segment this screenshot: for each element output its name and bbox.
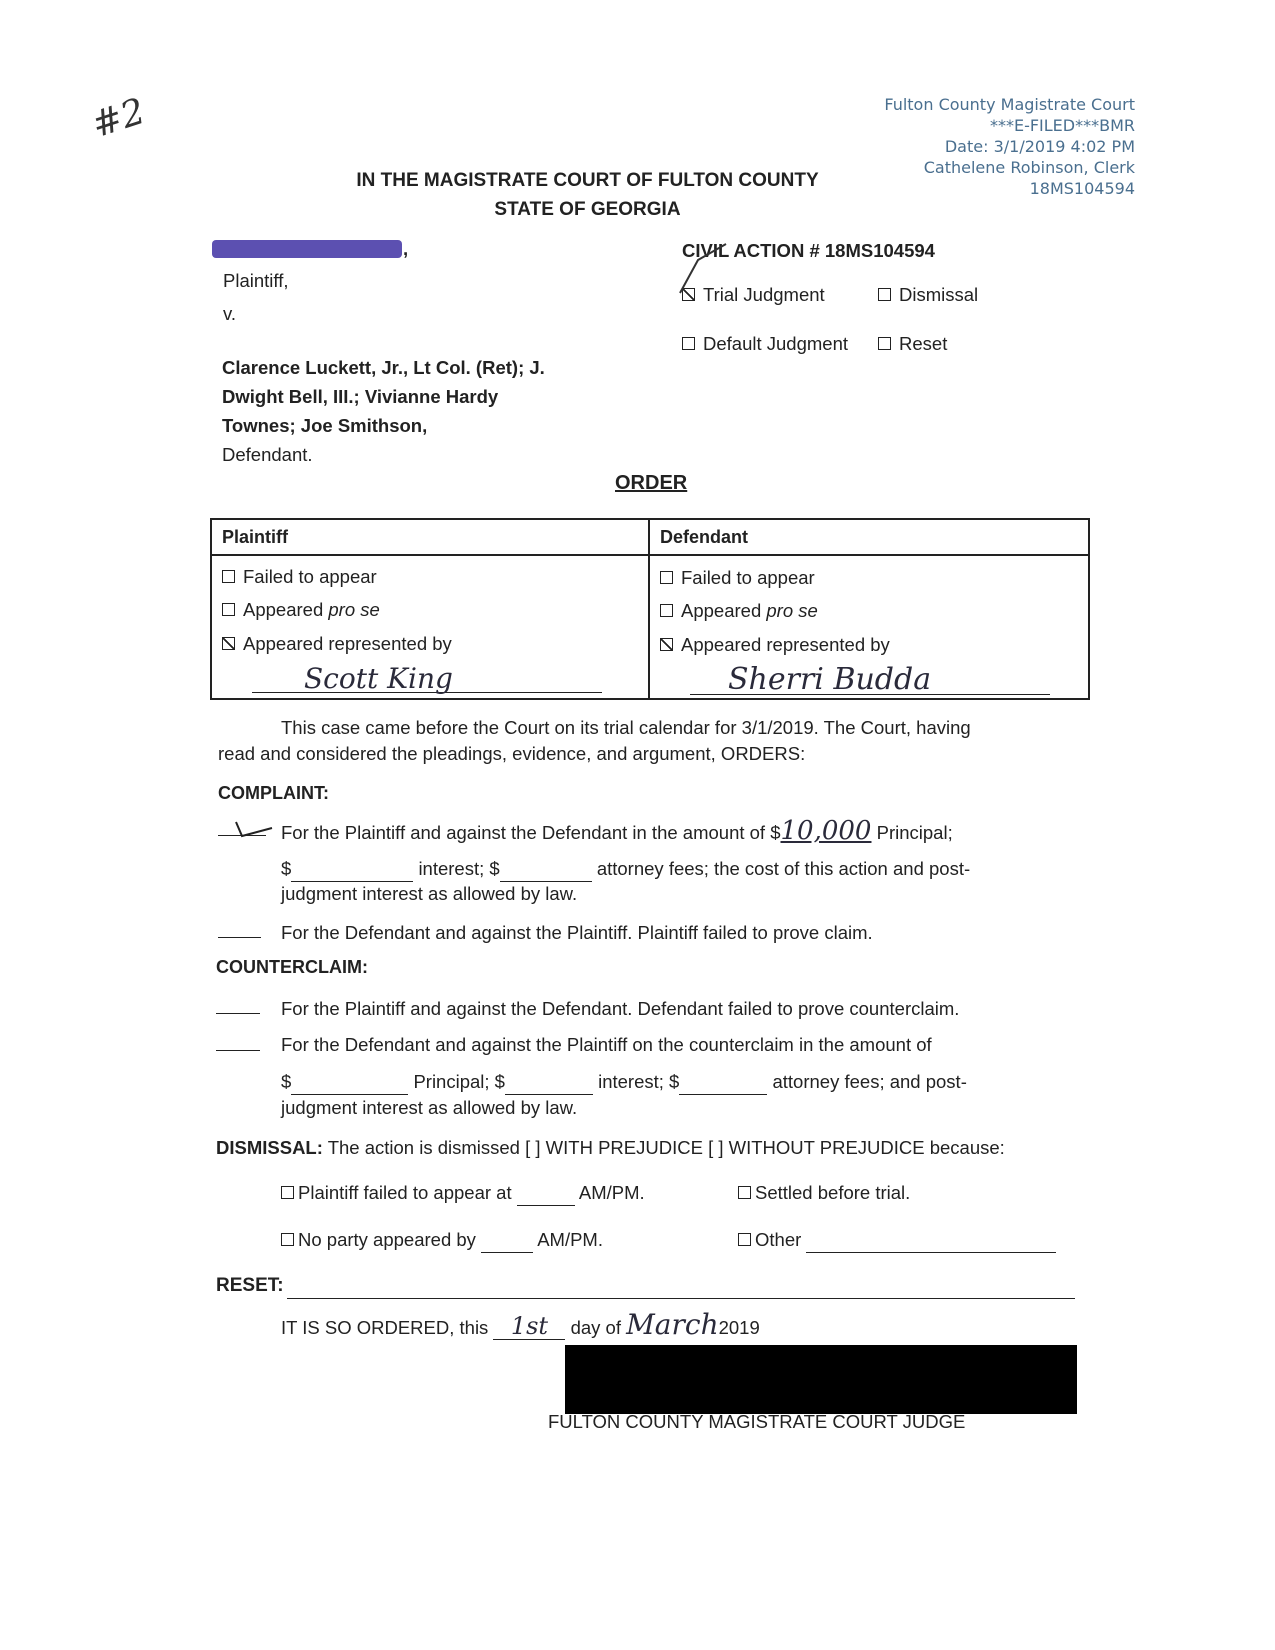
checkbox-settled[interactable]	[738, 1186, 751, 1199]
defendants-line3: Townes; Joe Smithson,	[222, 415, 428, 436]
trial-judgment-check-stroke	[678, 238, 738, 298]
counterclaim-option2-blank[interactable]	[216, 1050, 260, 1051]
complaint-heading: COMPLAINT:	[218, 783, 329, 803]
order-title: ORDER	[615, 472, 688, 494]
counterclaim-principal-label: Principal; $	[413, 1071, 505, 1092]
checkbox-defendant-failed[interactable]	[660, 571, 673, 584]
civil-action-number: CIVIL ACTION # 18MS104594	[682, 240, 935, 261]
defendants-line2: Dwight Bell, III.; Vivianne Hardy	[222, 386, 499, 407]
complaint-postjudgment: judgment interest as allowed by law.	[281, 883, 578, 904]
counterclaim-dollar: $	[281, 1071, 292, 1092]
complaint-fees-label: attorney fees; the cost of this action and post-	[596, 858, 971, 879]
complaint-option1-text	[281, 816, 953, 846]
complaint-option2-text: For the Defendant and against the Plaintiff. Plaintiff failed to prove claim.	[281, 922, 873, 943]
counterclaim-fees-blank[interactable]	[679, 1069, 767, 1095]
plaintiff-label: Plaintiff,	[223, 270, 289, 291]
checkbox-defendant-represented[interactable]	[660, 638, 673, 651]
counterclaim-amounts-line	[281, 1069, 967, 1095]
judge-signature-redaction	[565, 1345, 1077, 1414]
defendant-pro-se-prefix: Appeared	[681, 600, 762, 621]
ordered-day-of: day of	[570, 1317, 621, 1338]
counterclaim-fees-label: attorney fees; and post-	[772, 1071, 967, 1092]
stamp-case-no: 18MS104594	[1029, 179, 1135, 198]
ordered-line	[281, 1308, 760, 1341]
complaint-interest-label: interest; $	[418, 858, 500, 879]
court-title-line1: IN THE MAGISTRATE COURT OF FULTON COUNTY	[356, 170, 819, 191]
defendant-label: Defendant.	[222, 444, 313, 465]
settled-label: Settled before trial.	[755, 1182, 911, 1203]
counterclaim-option1-blank[interactable]	[216, 1013, 260, 1014]
checkbox-plaintiff-failed-at[interactable]	[281, 1186, 294, 1199]
ordered-year: 2019	[718, 1317, 760, 1338]
plaintiff-column-header: Plaintiff	[222, 527, 288, 547]
dismissal-no-party	[281, 1227, 603, 1253]
stamp-status: ***E-FILED***BMR	[989, 116, 1135, 135]
dismissal-text: The action is dismissed [ ] WITH PREJUDICE [ ] WITHOUT PREJUDICE because:	[327, 1137, 1005, 1158]
complaint-fees-line	[281, 856, 970, 882]
defendant-column-header: Defendant	[660, 527, 749, 547]
complaint-interest-blank[interactable]	[291, 856, 413, 882]
dismissal-plaintiff-failed	[281, 1180, 645, 1206]
other-label: Other	[755, 1229, 802, 1250]
checkbox-plaintiff-failed[interactable]	[222, 570, 235, 583]
option-dismissal	[878, 284, 978, 306]
counterclaim-option2-text: For the Defendant and against the Plaintiff on the counterclaim in the amount of	[281, 1034, 932, 1055]
defendant-appeared-pro-se	[660, 600, 818, 622]
defendant-failed-to-appear	[660, 567, 815, 589]
margin-note: #2	[86, 90, 151, 147]
checkbox-reset[interactable]	[878, 337, 891, 350]
complaint-fees-blank[interactable]	[500, 856, 592, 882]
complaint-principal-amount: 10,000	[780, 816, 872, 846]
counterclaim-principal-blank[interactable]	[291, 1069, 408, 1095]
defendant-appeared-represented	[660, 634, 890, 656]
checkbox-default-judgment[interactable]	[682, 337, 695, 350]
dismissal-other	[738, 1227, 1056, 1253]
plaintiff-failed-label: Failed to appear	[243, 566, 377, 587]
dismissal-heading: DISMISSAL:	[216, 1137, 323, 1158]
checkbox-defendant-pro-se[interactable]	[660, 604, 673, 617]
defendant-attorney-name: Sherri Budda	[728, 662, 932, 697]
complaint-dollar: $	[281, 858, 292, 879]
plaintiff-appeared-represented	[222, 633, 452, 655]
ordered-month: March	[626, 1308, 719, 1341]
stamp-date: Date: 3/1/2019 4:02 PM	[944, 137, 1135, 156]
defendants-line1: Clarence Luckett, Jr., Lt Col. (Ret); J.	[222, 357, 545, 378]
intro-line1: This case came before the Court on its trial calendar for 3/1/2019. The Court, having	[281, 717, 971, 738]
stamp-court: Fulton County Magistrate Court	[884, 95, 1135, 114]
plaintiff-failed-time-blank[interactable]	[517, 1180, 575, 1206]
plaintiff-appearance-options	[212, 556, 648, 698]
counterclaim-heading: COUNTERCLAIM:	[216, 957, 368, 977]
checkbox-other[interactable]	[738, 1233, 751, 1246]
reset-blank[interactable]	[287, 1298, 1075, 1299]
stamp-clerk: Cathelene Robinson, Clerk	[923, 158, 1135, 177]
judge-title: FULTON COUNTY MAGISTRATE COURT JUDGE	[548, 1411, 966, 1432]
complaint-option1-label: For the Plaintiff and against the Defendant in the amount of $	[281, 822, 781, 843]
complaint-principal-label: Principal;	[876, 822, 953, 843]
plaintiff-failed-to-appear	[222, 566, 377, 588]
plaintiff-represented-label: Appeared represented by	[243, 633, 452, 654]
court-title-line2: STATE OF GEORGIA	[494, 199, 681, 220]
checkbox-no-party[interactable]	[281, 1233, 294, 1246]
other-reason-blank[interactable]	[806, 1227, 1056, 1253]
plaintiff-pro-se-prefix: Appeared	[243, 599, 324, 620]
plaintiff-attorney-name: Scott King	[304, 662, 453, 695]
defendant-represented-label: Appeared represented by	[681, 634, 890, 655]
dismissal-line	[216, 1135, 1005, 1160]
checkbox-plaintiff-represented[interactable]	[222, 637, 235, 650]
default-judgment-label: Default Judgment	[703, 333, 849, 354]
intro-line2: read and considered the pleadings, evidence, and argument, ORDERS:	[218, 743, 806, 764]
option-reset	[878, 333, 947, 355]
versus: v.	[223, 303, 237, 324]
parties-table	[210, 518, 1090, 700]
plaintiff-pro-se-label: pro se	[328, 599, 380, 620]
checkbox-plaintiff-pro-se[interactable]	[222, 603, 235, 616]
complaint-option1-check	[232, 818, 276, 840]
dismissal-label: Dismissal	[899, 284, 979, 305]
defendant-failed-label: Failed to appear	[681, 567, 815, 588]
complaint-option2-blank[interactable]	[218, 937, 261, 938]
counterclaim-postjudgment: judgment interest as allowed by law.	[281, 1097, 578, 1118]
no-party-ampm: AM/PM.	[537, 1229, 603, 1250]
defendant-pro-se-label: pro se	[766, 600, 818, 621]
plaintiff-comma: ,	[403, 238, 409, 259]
dismissal-settled	[738, 1180, 910, 1205]
counterclaim-option1-text: For the Plaintiff and against the Defendant. Defendant failed to prove counterclaim.	[281, 998, 960, 1019]
reset-heading: RESET:	[216, 1275, 284, 1296]
plaintiff-appeared-pro-se	[222, 599, 380, 621]
plaintiff-name-redaction	[212, 240, 402, 258]
ordered-text: IT IS SO ORDERED, this	[281, 1317, 489, 1338]
checkbox-dismissal[interactable]	[878, 288, 891, 301]
plaintiff-failed-ampm: AM/PM.	[578, 1182, 645, 1203]
no-party-time-blank[interactable]	[481, 1227, 533, 1253]
trial-judgment-label: Trial Judgment	[703, 284, 825, 305]
option-default-judgment	[682, 333, 848, 355]
plaintiff-failed-at-label: Plaintiff failed to appear at	[298, 1182, 512, 1203]
reset-label: Reset	[899, 333, 948, 354]
counterclaim-interest-label: interest; $	[598, 1071, 680, 1092]
defendant-appearance-options	[650, 556, 1088, 698]
ordered-day: 1st	[493, 1314, 565, 1340]
no-party-label: No party appeared by	[298, 1229, 476, 1250]
counterclaim-interest-blank[interactable]	[505, 1069, 593, 1095]
